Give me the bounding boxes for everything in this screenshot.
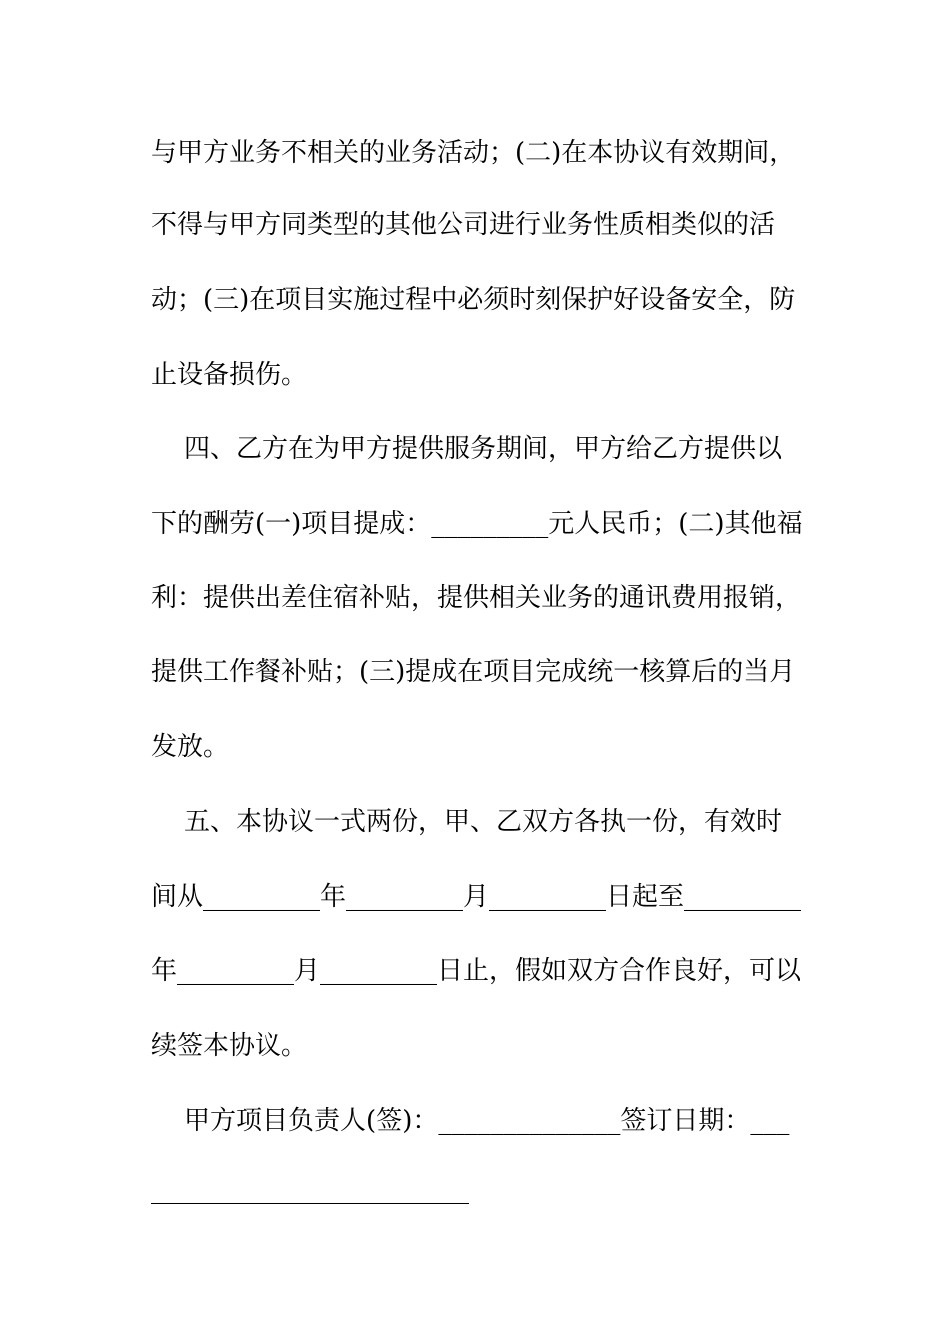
text-line-5: 四、乙方在为甲方提供服务期间，甲方给乙方提供以 [151,434,783,464]
text-line-9: 发放。 [151,732,230,762]
text-line-3: 动；(三)在项目实施过程中必须时刻保护好设备安全，防 [151,285,796,315]
text-line-2: 不得与甲方同类型的其他公司进行业务性质相类似的活 [151,210,776,240]
text-line-7: 利：提供出差住宿补贴，提供相关业务的通讯费用报销， [151,583,802,613]
text-line-8: 提供工作餐补贴；(三)提成在项目完成统一核算后的当月 [151,657,796,687]
text-line-11: 间从_________年_________月_________日起至_________ [151,882,802,912]
signature-blank-line [151,1203,469,1204]
text-line-14: 甲方项目负责人(签)：______________签订日期：___ [151,1106,790,1136]
text-line-12: 年_________月_________日止，假如双方合作良好，可以 [151,956,802,986]
text-line-6: 下的酬劳(一)项目提成：_________元人民币；(二)其他福 [151,509,803,539]
text-line-4: 止设备损伤。 [151,360,308,390]
text-line-1: 与甲方业务不相关的业务活动；(二)在本协议有效期间， [151,138,796,168]
text-line-13: 续签本协议。 [151,1031,308,1061]
text-line-10: 五、本协议一式两份，甲、乙双方各执一份，有效时 [151,807,783,837]
